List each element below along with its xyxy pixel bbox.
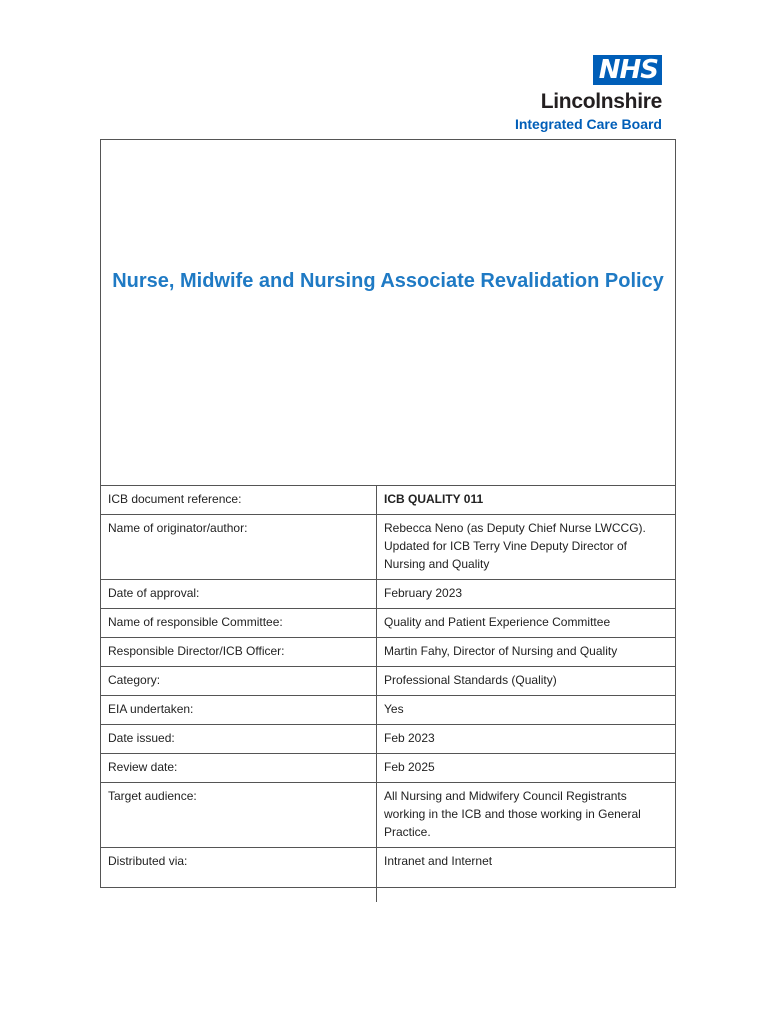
organisation-subtitle: Integrated Care Board xyxy=(514,116,662,132)
row-label: Name of responsible Committee: xyxy=(101,609,377,638)
table-row xyxy=(101,609,675,638)
row-label: Date of approval: xyxy=(101,580,377,609)
row-value: Yes xyxy=(377,696,676,725)
row-label: Review date: xyxy=(101,754,377,783)
table-row xyxy=(101,580,675,609)
row-value: Intranet and Internet xyxy=(377,848,676,902)
row-value: Professional Standards (Quality) xyxy=(377,667,676,696)
row-label: Distributed via: xyxy=(101,848,377,902)
row-value: Feb 2023 xyxy=(377,725,676,754)
row-value: All Nursing and Midwifery Council Registrants working in the ICB and those working in General Practice. xyxy=(377,783,676,848)
row-label: Date issued: xyxy=(101,725,377,754)
row-value: Rebecca Neno (as Deputy Chief Nurse LWCCG). Updated for ICB Terry Vine Deputy Director of Nursing and Quality xyxy=(377,515,676,580)
title-area xyxy=(101,140,675,485)
table-row xyxy=(101,848,675,902)
row-value: Martin Fahy, Director of Nursing and Quality xyxy=(377,638,676,667)
table-row xyxy=(101,754,675,783)
document-metadata-table xyxy=(101,485,675,902)
row-value: ICB QUALITY 011 xyxy=(377,486,676,515)
row-label: ICB document reference: xyxy=(101,486,377,515)
row-value: Quality and Patient Experience Committee xyxy=(377,609,676,638)
table-row xyxy=(101,486,675,515)
row-label: EIA undertaken: xyxy=(101,696,377,725)
organisation-logo xyxy=(442,55,662,133)
table-row xyxy=(101,515,675,580)
row-label: Responsible Director/ICB Officer: xyxy=(101,638,377,667)
row-label: Category: xyxy=(101,667,377,696)
row-label: Name of originator/author: xyxy=(101,515,377,580)
table-row xyxy=(101,725,675,754)
table-row xyxy=(101,783,675,848)
document-title: Nurse, Midwife and Nursing Associate Revalidation Policy xyxy=(112,270,664,292)
row-label: Target audience: xyxy=(101,783,377,848)
table-row xyxy=(101,667,675,696)
table-row xyxy=(101,696,675,725)
row-value: Feb 2025 xyxy=(377,754,676,783)
organisation-name: Lincolnshire xyxy=(540,90,662,113)
document-cover-frame xyxy=(100,139,676,888)
table-row xyxy=(101,638,675,667)
nhs-logo: NHS xyxy=(593,55,662,85)
row-value: February 2023 xyxy=(377,580,676,609)
